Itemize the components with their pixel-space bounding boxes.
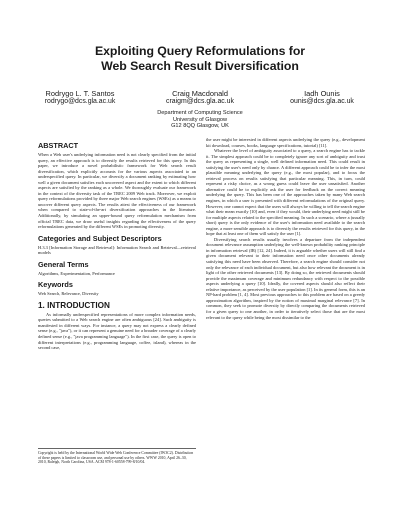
- affiliation-line-3: G12 8QQ Glasgow, UK: [171, 123, 229, 130]
- affiliation-line-1: Department of Computing Science: [157, 110, 243, 116]
- paper-title: [0, 44, 400, 73]
- terms-heading: General Terms: [38, 259, 89, 269]
- abstract-text: When a Web user's underlying information need is not clearly specified from the initial query, an effective approach is to diversify the results retrieved for this query. In this paper, we introduce a novel probabilistic framework for Web search result diversification, which explicitly accounts for the various aspects associated to an underspecified query. In particular, we diversify a document ranking by estimating how well a given document satisfies each uncovered aspect and the extent to which different aspects are satisfied by the ranking as a whole. We thoroughly evaluate our framework in the context of the diversity task of the TREC 2009 Web track. Moreover, we exploit query reformulations provided by three major Web search engines (WSEs) as a means to uncover different query aspects. The results attest the effectiveness of our framework when compared to state-of-the-art diversification approaches in the literature. Additionally, by simulating an upper-bound query reformulation mechanism from official TREC data, we draw useful insights regarding the effectiveness of the query reformulations generated by the different WSEs in promoting diversity.: [38, 152, 196, 230]
- introduction-heading: 1. INTRODUCTION: [38, 300, 110, 310]
- affiliation: [0, 110, 400, 130]
- title-line-1: Exploiting Query Reformulations for: [94, 44, 306, 58]
- categories-text: H.3.3 [Information Storage and Retrieval]: Information Search and Retrieval—retrieval models: [38, 244, 196, 256]
- title-line-2: Web Search Result Diversification: [101, 58, 299, 73]
- author-email[interactable]: craigm@dcs.gla.ac.uk: [166, 98, 234, 106]
- left-column: [38, 137, 196, 351]
- author-name: Rodrygo L. T. Santos: [45, 89, 115, 98]
- introduction-paragraph: As informally underspecified representations of more complex information needs, queries submitted to a Web search engine are often ambiguous [24]. Such ambiguity is manifested in different ways. For instance, a query may not express a clearly defined sense (e.g., "java"), or it can represent a genuine need for a broader coverage of a clearly defined sense (e.g., "java programming language"). In the first case, the query is open to different interpretations (e.g., programming language, coffee, island), whereas in the second case,: [38, 311, 196, 351]
- author-2: [140, 90, 260, 106]
- affiliation-line-2: University of Glasgow: [172, 116, 228, 123]
- keywords-heading: Keywords: [38, 280, 73, 290]
- author-name: Craig Macdonald: [172, 89, 228, 98]
- keywords-text: Web Search, Relevance, Diversity: [38, 291, 99, 297]
- categories-heading: Categories and Subject Descriptors: [38, 233, 162, 243]
- right-column: [206, 137, 365, 320]
- author-email[interactable]: rodrygo@dcs.gla.ac.uk: [44, 98, 116, 106]
- body-paragraph-2: Whatever the level of ambiguity associated to a query, a search engine has to tackle it. The simplest approach could be to completely ignore any sort of ambiguity and trust the query as representing a single, well defined information need. This could result in satisfying the user's need only by chance. A different approach could be to infer the most plausible meaning underlying the query (e.g., the most popular), and to focus the retrieval process on results satisfying that particular meaning. This, in turn, could represent a risky choice, as a wrong guess could leave the user unsatisfied. Another alternative could be to explicitly ask the user for feedback on the correct meaning underlying the query. This has been one of the approaches taken by many Web search engines, in which a user is presented with different reformulations of the original query. However, one cannot expect that the users will always be willing to tell the search engine what their mean exactly [10] and, even if they would, their underlying need might still be for multiple aspects related to the specified meaning. In such a scenario, where a (usually short) query is the only evidence of the user's information need available to the search engine, a more sensible approach is to diversify the results retrieved for this query, in the hope that at least one of them will satisfy the user [1].: [206, 148, 365, 237]
- author-3: [262, 90, 382, 106]
- author-1: [20, 90, 140, 106]
- author-name: Iadh Ounis: [304, 89, 340, 98]
- body-paragraph-3: Diversifying search results usually involves a departure from the independent document relevance assumption underlying the well-known probability ranking principle in information retrieval (IR) [12, 24]. Indeed, it is arguable whether users will still find a given document relevant to their information need once other documents already satisfying this need have been observed. Therefore, a search engine should consider not only the relevance of each individual document, but also how relevant the document is in light of the other retrieved documents [13]. By doing so, the retrieved documents should provide the maximum coverage and minimum redundancy with respect to the possible aspects underlying a query [10]. Ideally, the covered aspects should also reflect their relative importance, as perceived by the user population [1]. In its general form, this is an NP-hard problem [1, 4]. Most previous approaches to this problem are based on a greedy approximation algorithm, inspired by the notion of maximal marginal relevance [7]. In common, they seek to promote diversity by directly comparing the documents retrieved for a given query to one another, in order to iteratively select those that are the most relevant to the query while being the most dissimilar to the: [206, 236, 365, 320]
- abstract-heading: ABSTRACT: [38, 141, 79, 150]
- copyright-footnote: Copyright is held by the International World Wide Web Conference Committee (IW3C2). Distribution of these papers is limited to classroom use, and personal use by others. WWW 2010, April 26–30, 2010, Raleigh, North Carolina, USA. ACM 978-1-60558-799-8/10/04.: [38, 448, 196, 465]
- body-paragraph-1: the user might be interested in different aspects underlying the query (e.g., development kit download, courses, books, language specifications, tutorial) [11].: [206, 137, 365, 148]
- author-email[interactable]: ounis@dcs.gla.ac.uk: [290, 98, 354, 106]
- terms-text: Algorithms, Experimentation, Performance: [38, 270, 115, 276]
